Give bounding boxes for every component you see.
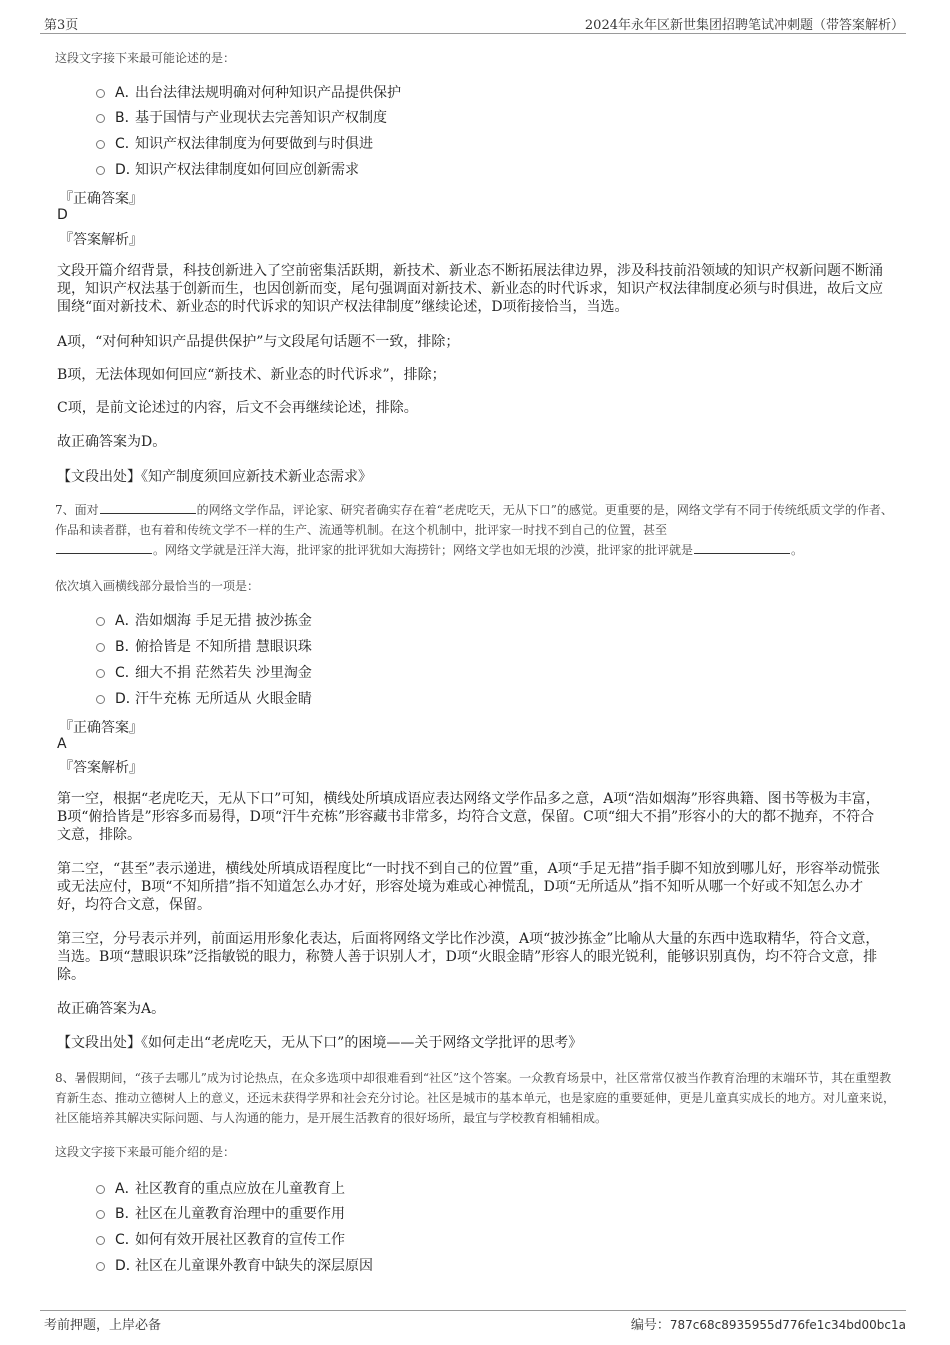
radio-icon[interactable] bbox=[96, 669, 105, 678]
q6-option-c[interactable]: C． 知识产权法律制度为何要做到与时俱进 bbox=[96, 133, 373, 153]
q8-option-d[interactable]: D． 社区在儿童课外教育中缺失的深层原因 bbox=[96, 1255, 373, 1275]
radio-icon[interactable] bbox=[96, 1236, 105, 1245]
q6-analysis-paragraph: A项，“对何种知识产品提供保护”与文段尾句话题不一致，排除； bbox=[57, 334, 460, 350]
q6-analysis-paragraph: 故正确答案为D。 bbox=[57, 434, 167, 450]
q6-option-d[interactable]: D． 知识产权法律制度如何回应创新需求 bbox=[96, 159, 359, 179]
q8-question-text: 8、暑假期间，“孩子去哪儿”成为讨论热点，在众多选项中却很难看到“社区”这个答案。一众教育场景中，社区常常仅被当作教育治理的末端环节，其在重塑教育新生态、推动立德树人上的意义，还远未获得学界和社会充分讨论。社区是城市的基本单元，也是家庭的重要延伸，更是儿童真实成长的地方。对儿童来说，社区能培养其解决实际问题、与人沟通的能力，是开展生活教育的很好场所，最宜与学校教育相辅相成。 bbox=[55, 1071, 896, 1125]
radio-icon[interactable] bbox=[96, 643, 105, 652]
fill-blank bbox=[100, 501, 196, 514]
radio-icon[interactable] bbox=[96, 1210, 105, 1219]
page-number: 第3页 bbox=[44, 18, 79, 33]
footer-divider bbox=[40, 1310, 906, 1311]
q7-prompt: 依次填入画横线部分最恰当的一项是： bbox=[55, 579, 260, 593]
radio-icon[interactable] bbox=[96, 89, 105, 98]
radio-icon[interactable] bbox=[96, 1185, 105, 1194]
q7-source: 【文段出处】《如何走出“老虎吃天，无从下口”的困境——关于网络文学批评的思考》 bbox=[57, 1035, 583, 1051]
q6-prompt: 这段文字接下来最可能论述的是： bbox=[55, 51, 236, 65]
q6-option-a[interactable]: A． 出台法律法规明确对何种知识产品提供保护 bbox=[96, 82, 401, 102]
q6-analysis-label: 『答案解析』 bbox=[59, 232, 143, 248]
q8-option-c[interactable]: C． 如何有效开展社区教育的宣传工作 bbox=[96, 1229, 345, 1249]
q7-question-text: 7、面对 的网络文学作品，评论家、研究者确实存在着“老虎吃天，无从下口”的感觉。更重要的是，网络文学有不同于传统纸质文学的作者、作品和读者群，也有着和传统文学不一样的生产、流通等机制。在这个机制中，批评家一时找不到自己的位置，甚至 。网络文学就是汪洋大海，批评家的批评犹如大海捞针；网络文学也如无垠的沙漠，批评家的批评就是 。 bbox=[55, 503, 893, 557]
q6-option-b[interactable]: B． 基于国情与产业现状去完善知识产权制度 bbox=[96, 107, 387, 127]
header-divider bbox=[40, 33, 906, 34]
q7-analysis-paragraph: 故正确答案为A。 bbox=[57, 1001, 166, 1017]
q7-answer: A bbox=[57, 736, 67, 752]
q6-answer-label: 『正确答案』 bbox=[59, 191, 143, 207]
radio-icon[interactable] bbox=[96, 114, 105, 123]
footer-code: 编号：787c68c8935955d776fe1c34bd00bc1a bbox=[630, 1318, 906, 1333]
radio-icon[interactable] bbox=[96, 617, 105, 626]
q7-option-b[interactable]: B． 俯拾皆是 不知所措 慧眼识珠 bbox=[96, 636, 312, 656]
q6-answer: D bbox=[57, 207, 68, 223]
fill-blank bbox=[56, 541, 152, 554]
q7-analysis-paragraph: 第一空，根据“老虎吃天，无从下口”可知，横线处所填成语应表达网络文学作品多之意，A项“浩如烟海”形容典籍、图书等极为丰富，B项“俯拾皆是”形容多而易得，D项“汗牛充栋”形容藏书非常多，均符合文意，保留。C项“细大不捐”形容小的大的都不抛弃，不符合文意，排除。 bbox=[57, 791, 880, 843]
q7-option-a[interactable]: A． 浩如烟海 手足无措 披沙拣金 bbox=[96, 610, 312, 630]
q7-analysis-paragraph: 第二空，“甚至”表示递进，横线处所填成语程度比“一时找不到自己的位置”重，A项“手足无措”指手脚不知放到哪儿好，形容举动慌张或无法应付，B项“不知所措”指不知道怎么办才好，形容处境为难或心神慌乱，D项“无所适从”指不知听从哪一个好或不知怎么办才好，均符合文意，保留。 bbox=[57, 861, 881, 913]
q7-analysis-label: 『答案解析』 bbox=[59, 760, 143, 776]
q7-answer-label: 『正确答案』 bbox=[59, 720, 143, 736]
footer-slogan: 考前押题，上岸必备 bbox=[44, 1318, 162, 1333]
q7-option-d[interactable]: D． 汗牛充栋 无所适从 火眼金睛 bbox=[96, 688, 312, 708]
q8-option-a[interactable]: A． 社区教育的重点应放在儿童教育上 bbox=[96, 1178, 345, 1198]
q6-source: 【文段出处】《知产制度须回应新技术新业态需求》 bbox=[57, 469, 372, 485]
q6-analysis-paragraph: 文段开篇介绍背景，科技创新进入了空前密集活跃期，新技术、新业态不断拓展法律边界，涉及科技前沿领域的知识产权新问题不断涌现，知识产权法基于创新而生，也因创新而变，尾句强调面对新技术、新业态的时代诉求，知识产权法律制度必须与时俱进，故后文应围绕“面对新技术、新业态的时代诉求的知识产权法律制度”继续论述，D项衔接恰当，当选。 bbox=[57, 263, 883, 315]
q6-analysis-paragraph: B项，无法体现如何回应“新技术、新业态的时代诉求”，排除； bbox=[57, 367, 446, 383]
radio-icon[interactable] bbox=[96, 1262, 105, 1271]
q6-analysis-paragraph: C项，是前文论述过的内容，后文不会再继续论述，排除。 bbox=[57, 400, 418, 416]
radio-icon[interactable] bbox=[96, 166, 105, 175]
q7-option-c[interactable]: C． 细大不捐 茫然若失 沙里淘金 bbox=[96, 662, 312, 682]
radio-icon[interactable] bbox=[96, 140, 105, 149]
radio-icon[interactable] bbox=[96, 695, 105, 704]
fill-blank bbox=[694, 541, 790, 554]
q8-option-b[interactable]: B． 社区在儿童教育治理中的重要作用 bbox=[96, 1203, 345, 1223]
q8-prompt: 这段文字接下来最可能介绍的是： bbox=[55, 1145, 236, 1159]
q7-analysis-paragraph: 第三空，分号表示并列，前面运用形象化表达，后面将网络文学比作沙漠，A项“披沙拣金”比喻从大量的东西中选取精华，符合文意，当选。B项“慧眼识珠”泛指敏锐的眼力，称赞人善于识别人才，D项“火眼金睛”形容人的眼光锐利，能够识别真伪，均不符合文意，排除。 bbox=[57, 931, 880, 983]
document-title: 2024年永年区新世集团招聘笔试冲刺题（带答案解析） bbox=[584, 18, 904, 33]
